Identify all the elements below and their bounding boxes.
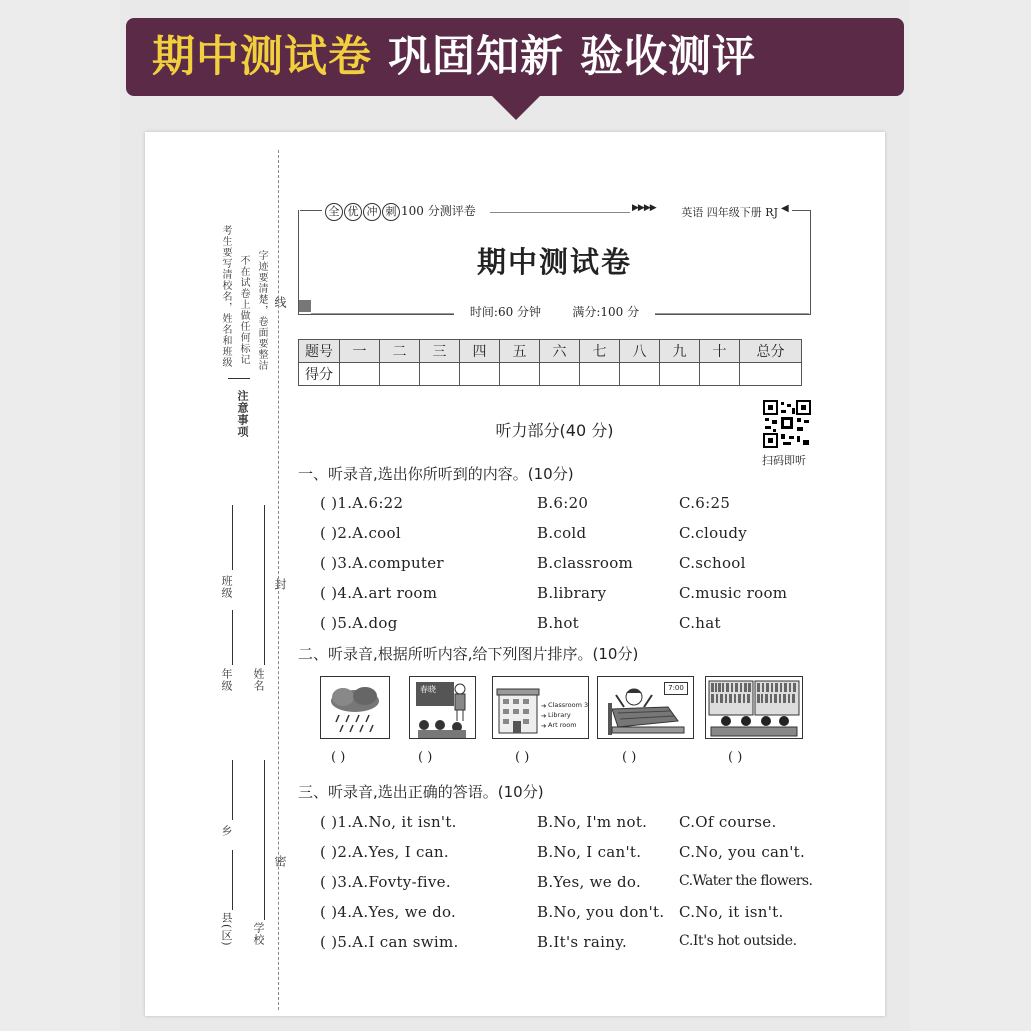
- svg-text:➔: ➔: [541, 712, 547, 720]
- svg-text:➔: ➔: [541, 722, 547, 730]
- arrow-left-marker-icon: ◀: [781, 203, 789, 214]
- picture-waking-up[interactable]: [597, 676, 694, 739]
- full-score: 满分:100 分: [564, 305, 647, 319]
- s3-q3-option-a[interactable]: ( )3.A.Fovty-five.: [320, 873, 451, 891]
- s1-q5-option-b[interactable]: B.hot: [537, 614, 580, 632]
- score-blank[interactable]: [660, 363, 700, 386]
- score-blank[interactable]: [540, 363, 580, 386]
- picture-classroom-teacher[interactable]: [409, 676, 476, 739]
- score-blank[interactable]: [580, 363, 620, 386]
- score-cell: 十: [700, 340, 740, 363]
- section1-title: 一、听录音,选出你所听到的内容。(10分): [298, 465, 574, 483]
- order-blank-5[interactable]: ( ): [728, 750, 743, 765]
- score-blank[interactable]: [620, 363, 660, 386]
- s3-q5-option-a[interactable]: ( )5.A.I can swim.: [320, 933, 459, 951]
- seal-word-seal: 封: [273, 578, 287, 591]
- s3-q2-option-c[interactable]: C.No, you can't.: [679, 843, 806, 861]
- header-rule-right: [792, 210, 810, 211]
- order-blank-4[interactable]: ( ): [622, 750, 637, 765]
- time-limit: 时间:60 分钟: [462, 305, 549, 319]
- section3-title: 三、听录音,选出正确的答语。(10分): [298, 783, 544, 801]
- s1-q4-option-c[interactable]: C.music room: [679, 584, 788, 602]
- score-cell: 九: [660, 340, 700, 363]
- brand-char: 刺: [382, 203, 400, 221]
- score-cell: 三: [420, 340, 460, 363]
- s3-q3-option-b[interactable]: B.Yes, we do.: [537, 873, 642, 891]
- header-rule-middle: [490, 212, 630, 213]
- bed-child-icon: [598, 677, 693, 738]
- name-field-line[interactable]: [264, 505, 265, 665]
- brand-char: 优: [344, 203, 362, 221]
- score-table-score-row: [299, 363, 802, 386]
- s3-q1-option-b[interactable]: B.No, I'm not.: [537, 813, 648, 831]
- notice-line-1: 考生要写清校名，姓名和班级: [220, 225, 231, 368]
- seal-word-line: 线: [273, 296, 287, 309]
- notice-title: 注意事项: [236, 390, 249, 438]
- qr-label: 扫码即听: [762, 454, 806, 467]
- picture-school-sign[interactable]: [492, 676, 589, 739]
- s3-q3-option-c[interactable]: C.Water the flowers.: [679, 873, 813, 889]
- banner-subtitle: 巩固知新 验收测评: [372, 32, 756, 82]
- order-blank-1[interactable]: ( ): [331, 750, 346, 765]
- score-table: [298, 339, 802, 386]
- score-table-header-row: [299, 340, 802, 363]
- brand-char: 全: [325, 203, 343, 221]
- notice-line-3: 字迹要清楚，卷面要整洁: [256, 250, 267, 371]
- school-label: 学校: [252, 922, 265, 946]
- picture-library[interactable]: [705, 676, 803, 739]
- brand-char: 冲: [363, 203, 381, 221]
- clock-display: 7:00: [664, 682, 688, 695]
- s1-q2-option-a[interactable]: ( )2.A.cool: [320, 524, 401, 542]
- score-blank[interactable]: [460, 363, 500, 386]
- s1-q1-option-b[interactable]: B.6:20: [537, 494, 589, 512]
- grade-label: 年级: [220, 668, 233, 692]
- s3-q4-option-a[interactable]: ( )4.A.Yes, we do.: [320, 903, 457, 921]
- score-cell: 题号: [299, 340, 340, 363]
- s1-q3-option-b[interactable]: B.classroom: [537, 554, 634, 572]
- brand-logo: [322, 202, 479, 221]
- school-field-line[interactable]: [264, 760, 265, 920]
- banner-title: [152, 30, 756, 84]
- exam-title: 期中测试卷: [476, 245, 632, 279]
- sign-classroom: Classroom 3: [548, 701, 589, 709]
- arrow-markers-icon: ▶▶▶▶: [632, 203, 656, 213]
- section2-title: 二、听录音,根据所听内容,给下列图片排序。(10分): [298, 645, 639, 663]
- score-blank[interactable]: [500, 363, 540, 386]
- score-blank[interactable]: [380, 363, 420, 386]
- teacher-students-icon: [410, 677, 475, 738]
- county-field-line[interactable]: [232, 850, 233, 910]
- s3-q2-option-b[interactable]: B.No, I can't.: [537, 843, 642, 861]
- sign-library: Library: [548, 711, 571, 719]
- score-cell: 一: [340, 340, 380, 363]
- name-label: 姓名: [252, 668, 265, 692]
- seal-word-secret: 密: [273, 855, 287, 868]
- score-cell: 四: [460, 340, 500, 363]
- score-blank[interactable]: [740, 363, 802, 386]
- score-cell: 二: [380, 340, 420, 363]
- bookshelf-icon: [706, 677, 802, 738]
- notice-divider: [228, 378, 250, 379]
- township-label: 乡: [220, 825, 233, 837]
- sign-art-room: Art room: [548, 721, 577, 729]
- order-blank-2[interactable]: ( ): [418, 750, 433, 765]
- order-blank-3[interactable]: ( ): [515, 750, 530, 765]
- picture-rain[interactable]: [320, 676, 390, 739]
- score-blank[interactable]: [420, 363, 460, 386]
- s3-q1-option-a[interactable]: ( )1.A.No, it isn't.: [320, 813, 457, 831]
- grade-field-line[interactable]: [232, 610, 233, 665]
- s1-q2-option-b[interactable]: B.cold: [537, 524, 587, 542]
- score-blank[interactable]: [340, 363, 380, 386]
- brand-suffix: 100 分测评卷: [401, 204, 476, 218]
- s3-q2-option-a[interactable]: ( )2.A.Yes, I can.: [320, 843, 449, 861]
- rain-cloud-icon: [321, 677, 389, 738]
- notice-line-2: 不在试卷上做任何标记: [238, 255, 249, 365]
- score-cell: 总分: [740, 340, 802, 363]
- binding-dashed-line: [278, 150, 279, 1010]
- s3-q5-option-c[interactable]: C.It's hot outside.: [679, 933, 797, 949]
- score-blank[interactable]: [700, 363, 740, 386]
- class-field-line[interactable]: [232, 505, 233, 570]
- listening-section-title: 听力部分(40 分): [495, 421, 614, 440]
- s1-q2-option-c[interactable]: C.cloudy: [679, 524, 748, 542]
- score-cell: 八: [620, 340, 660, 363]
- s1-q1-option-c[interactable]: C.6:25: [679, 494, 731, 512]
- score-cell: 七: [580, 340, 620, 363]
- svg-text:➔: ➔: [541, 702, 547, 710]
- s3-q4-option-c[interactable]: C.No, it isn't.: [679, 903, 784, 921]
- header-rule-left: [300, 210, 322, 211]
- banner-arrow: [490, 94, 542, 120]
- township-field-line[interactable]: [232, 760, 233, 820]
- subject-label: 英语 四年级下册 RJ: [678, 204, 781, 220]
- county-label: 县(区): [220, 912, 233, 947]
- exam-time-info: [298, 303, 811, 320]
- score-cell: 六: [540, 340, 580, 363]
- s1-q5-option-a[interactable]: ( )5.A.dog: [320, 614, 398, 632]
- s1-q1-option-a[interactable]: ( )1.A.6:22: [320, 494, 404, 512]
- s3-q4-option-b[interactable]: B.No, you don't.: [537, 903, 665, 921]
- score-row-label: 得分: [299, 363, 340, 386]
- banner-highlight: 期中测试卷: [152, 32, 372, 82]
- s3-q1-option-c[interactable]: C.Of course.: [679, 813, 777, 831]
- s1-q3-option-c[interactable]: C.school: [679, 554, 746, 572]
- s1-q4-option-a[interactable]: ( )4.A.art room: [320, 584, 438, 602]
- s1-q3-option-a[interactable]: ( )3.A.computer: [320, 554, 444, 572]
- class-label: 班级: [220, 575, 233, 599]
- s3-q5-option-b[interactable]: B.It's rainy.: [537, 933, 628, 951]
- s1-q5-option-c[interactable]: C.hat: [679, 614, 721, 632]
- s1-q4-option-b[interactable]: B.library: [537, 584, 607, 602]
- blackboard-text: 春晓: [420, 685, 436, 694]
- score-cell: 五: [500, 340, 540, 363]
